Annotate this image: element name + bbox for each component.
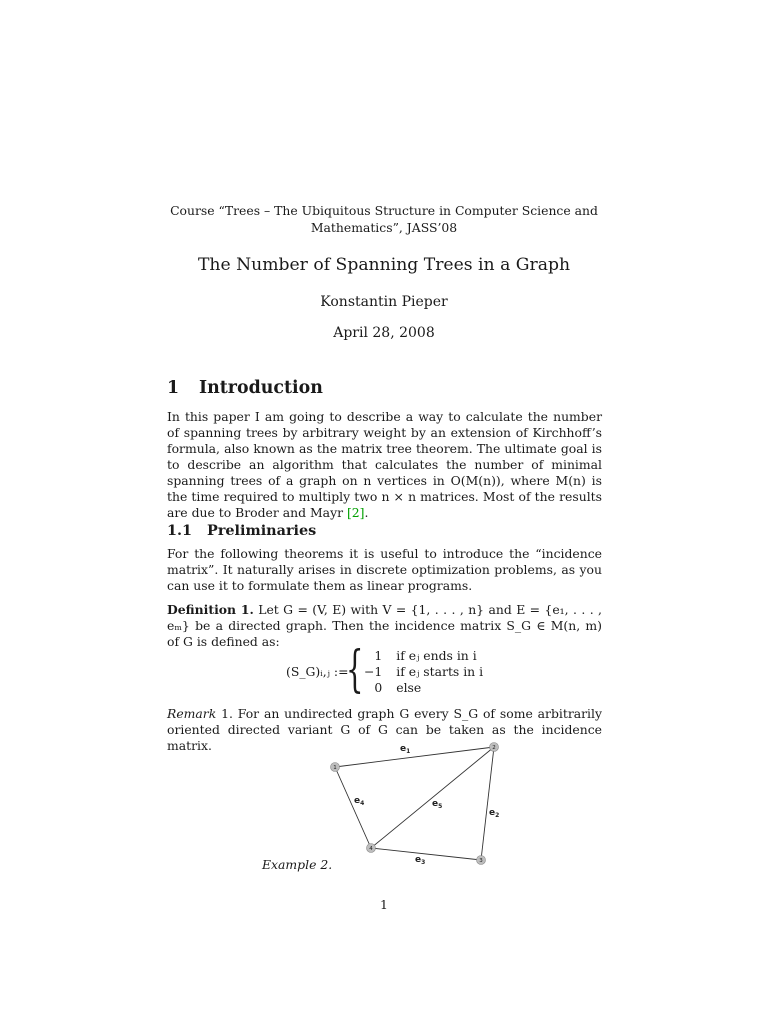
intro-text: In this paper I am going to describe a way to calculate the number of spanning trees by arbitrary weight by an extension of Kirchhoff’s formula, also known as the matrix tree theorem. The ultimate goal is to describe an algorithm that calculates the number of minimal spanning trees of a graph on n vertices in O(M(n)), where M(n) is the time required to multiply two n × n matrices. Most of the results are due to Broder and Mayr <box>167 409 602 520</box>
graph-edge-e5 <box>371 747 494 848</box>
equation-lhs: (S_G)ᵢ,ⱼ := <box>286 664 349 679</box>
citation-link[interactable]: [2] <box>346 505 365 520</box>
graph-edge-e3 <box>371 848 481 860</box>
graph-edge-e4 <box>335 767 371 848</box>
edge-label-e4: $e_4$ <box>354 796 365 807</box>
definition-text: Let G = (V, E) with V = {1, . . . , n} and E = {e₁, . . . , eₘ} be a directed graph. Then the incidence matrix S_G ∈ M(n, m) of G is defined as: <box>167 602 602 649</box>
section-title: Introduction <box>199 378 323 398</box>
intro-text-end: . <box>364 505 369 520</box>
paper-title: The Number of Spanning Trees in a Graph <box>197 255 571 275</box>
graph-edge-e2 <box>481 747 494 860</box>
course-line-1: Course “Trees – The Ubiquitous Structure in Computer Science and <box>170 203 598 218</box>
section-number: 1 <box>167 378 180 398</box>
author: Konstantin Pieper <box>320 294 448 310</box>
node-label-1: 1 <box>333 765 337 772</box>
edge-label-e5: $e_5$ <box>432 799 443 810</box>
node-label-4: 4 <box>369 846 373 853</box>
case-value: 1 <box>374 648 383 663</box>
edge-label-e2: $e_2$ <box>489 808 500 819</box>
case-value: 0 <box>374 680 383 695</box>
course-line-2: Mathematics”, JASS’08 <box>310 220 458 235</box>
case-condition: if eⱼ ends in i <box>396 648 477 663</box>
case-condition: if eⱼ starts in i <box>396 664 484 679</box>
node-label-3: 3 <box>479 858 483 865</box>
example-label: Example 2. <box>262 857 333 872</box>
remark-label: Remark <box>167 706 217 721</box>
page-number: 1 <box>380 897 388 912</box>
date: April 28, 2008 <box>333 325 435 341</box>
remark-text: For an undirected graph G every S_G of some arbitrarily oriented directed variant G of G can be taken as the incidence matrix. <box>167 706 602 753</box>
left-brace: { <box>346 640 364 698</box>
definition-label: Definition 1. <box>167 602 254 617</box>
subsection-title: Preliminaries <box>207 522 317 539</box>
edge-label-e3: $e_3$ <box>415 855 426 866</box>
node-label-2: 2 <box>492 745 496 752</box>
edge-label-e1: $e_1$ <box>400 744 411 755</box>
subsection-number: 1.1 <box>167 522 193 539</box>
case-condition: else <box>396 680 422 695</box>
preliminaries-paragraph: For the following theorems it is useful to introduce the “incidence matrix”. It naturally arises in discrete optimization problems, as you can use it to formulate them as linear programs. <box>167 546 602 593</box>
remark-number: 1. <box>221 706 233 721</box>
graph-edge-e1 <box>335 747 494 767</box>
case-value: −1 <box>364 664 383 679</box>
